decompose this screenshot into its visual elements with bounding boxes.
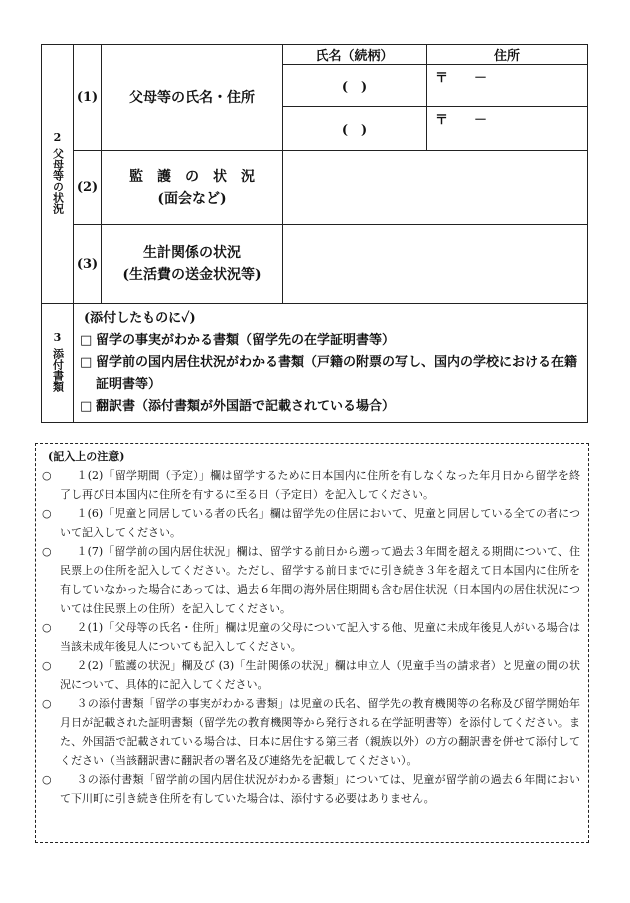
- circle-icon: ○: [42, 507, 52, 520]
- header-name: 氏名（続柄）: [283, 45, 427, 65]
- name-field-2[interactable]: ( ): [283, 107, 427, 151]
- attachment-label: 留学前の国内居住状況がわかる書類（戸籍の附票の写し、国内の学校における在籍証明書等）: [96, 355, 578, 392]
- row3-label-line2: (生活費の送金状況等): [122, 267, 262, 283]
- row2-label: [102, 151, 283, 225]
- attachment-item[interactable]: [80, 352, 581, 396]
- section2-title: 父母等の状況: [51, 148, 65, 214]
- circle-icon: ○: [42, 659, 52, 672]
- notes-title: (記入上の注意): [48, 450, 125, 463]
- address-field-2[interactable]: 〒 －: [427, 107, 588, 151]
- circle-icon: ○: [42, 773, 52, 786]
- note-item: [42, 770, 580, 808]
- notes-box: [35, 443, 589, 843]
- checkbox-icon[interactable]: □: [80, 399, 93, 414]
- row3-label: [102, 225, 283, 304]
- section3-label-cell: [42, 304, 74, 423]
- form-table: [41, 44, 588, 423]
- note-item: [42, 618, 580, 656]
- note-item: [42, 694, 580, 770]
- note-text: ２(1)「父母等の氏名・住所」欄は児童の父母について記入する他、児童に未成年後見人がいる場合は当該未成年後見人についても記入してください。: [60, 621, 580, 653]
- circle-icon: ○: [42, 469, 52, 482]
- section3-title: 添付書類: [51, 348, 65, 392]
- row3-label-line1: 生計関係の状況: [143, 245, 241, 261]
- row1-label: 父母等の氏名・住所: [102, 45, 283, 151]
- checkbox-icon[interactable]: □: [80, 333, 93, 348]
- note-item: [42, 466, 580, 504]
- note-text: ３の添付書類「留学の事実がわかる書類」は児童の氏名、留学先の教育機関等の名称及び留学開始年月日が記載された証明書類（留学先の教育機関等から発行される在学証明書等）を添付してください。また、外国語で記載されている場合は、日本に居住する第三者（親族以外）の方の翻訳書を併せて添付してください（当該翻訳書に翻訳者の署名及び連絡先を記載してください）。: [60, 697, 580, 767]
- note-text: １(7)「留学前の国内居住状況」欄は、留学する前日から遡って過去３年間を超える期間について、住民票上の住所を記入してください。ただし、留学する前日までに引き続き３年を超えて日本国内に住所を有していなかった場合にあっては、過去６年間の海外居住期間も含む居住状況（日本国内の居住状況については住民票上の住所）を記入してください。: [60, 545, 580, 615]
- row2-number: (2): [74, 151, 102, 225]
- attachments-intro: (添付したものに✓): [84, 311, 196, 326]
- checkbox-icon[interactable]: □: [80, 355, 93, 370]
- note-text: ３の添付書類「留学前の国内居住状況がわかる書類」については、児童が留学前の過去６年間において下川町に引き続き住所を有していた場合は、添付する必要はありません。: [60, 773, 580, 805]
- note-item: [42, 656, 580, 694]
- attachments-cell: [74, 304, 588, 423]
- section3-number: 3: [53, 331, 62, 344]
- header-address: 住所: [427, 45, 588, 65]
- attachment-item[interactable]: [80, 330, 581, 352]
- attachment-item[interactable]: [80, 396, 581, 418]
- note-text: １(6)「児童と同居している者の氏名」欄は留学先の住居において、児童と同居している全ての者について記入してください。: [60, 507, 580, 539]
- note-text: ２(2)「監護の状況」欄及び (3)「生計関係の状況」欄は申立人（児童手当の請求者）と児童の間の状況について、具体的に記入してください。: [60, 659, 580, 691]
- attachment-label: 留学の事実がわかる書類（留学先の在学証明書等）: [96, 333, 396, 348]
- row1-number: (1): [74, 45, 102, 151]
- circle-icon: ○: [42, 697, 52, 710]
- row3-number: (3): [74, 225, 102, 304]
- address-field-1[interactable]: 〒 －: [427, 65, 588, 107]
- circle-icon: ○: [42, 545, 52, 558]
- row2-label-line2: (面会など): [157, 190, 227, 207]
- custody-field[interactable]: [283, 151, 588, 225]
- note-text: １(2)「留学期間（予定）」欄は留学するために日本国内に住所を有しなくなった年月日から留学を終了し再び日本国内に住所を有するに至る日（予定日）を記入してください。: [60, 469, 580, 501]
- row2-label-line1: 監 護 の 状 況: [129, 168, 255, 185]
- note-item: [42, 542, 580, 618]
- section2-number: 2: [53, 131, 62, 144]
- section2-label-cell: [42, 45, 74, 304]
- note-item: [42, 504, 580, 542]
- name-field-1[interactable]: ( ): [283, 65, 427, 107]
- circle-icon: ○: [42, 621, 52, 634]
- attachment-label: 翻訳書（添付書類が外国語で記載されている場合）: [96, 399, 396, 414]
- livelihood-field[interactable]: [283, 225, 588, 304]
